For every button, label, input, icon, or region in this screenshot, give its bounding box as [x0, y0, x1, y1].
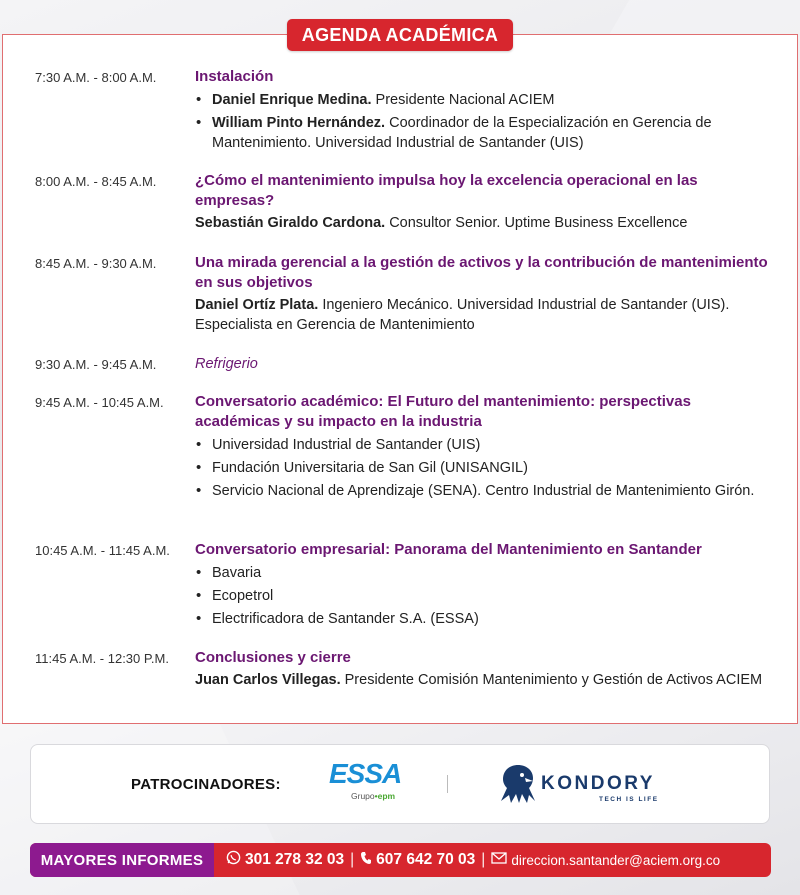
agenda-bullet: • William Pinto Hernández. Coordinador de la Especialización en Gerencia de Mantenimiento. Universidad Industrial de Santander (UIS) [195, 113, 775, 153]
agenda-heading: ¿Cómo el mantenimiento impulsa hoy la excelencia operacional en las empresas? [195, 172, 698, 209]
email-icon [491, 851, 507, 869]
agenda-speaker: Sebastián Giraldo Cardona. Consultor Senior. Uptime Business Excellence [195, 215, 688, 231]
agenda-bullet: • Universidad Industrial de Santander (UIS) [195, 435, 775, 455]
sponsors-label: PATROCINADORES: [131, 776, 281, 793]
agenda-heading: Refrigerio [195, 356, 258, 372]
more-info-label: MAYORES INFORMES [30, 843, 214, 877]
sponsor-divider [447, 775, 448, 793]
agenda-bullet: • Bavaria [195, 563, 775, 583]
agenda-card [2, 34, 798, 724]
agenda-heading: Conclusiones y cierre [195, 649, 351, 666]
condor-icon [495, 761, 541, 807]
phone-icon [360, 851, 372, 870]
agenda-time: 10:45 A.M. - 11:45 A.M. [35, 543, 170, 558]
agenda-bullet: • Ecopetrol [195, 586, 775, 606]
whatsapp-number[interactable]: 301 278 32 03 [245, 851, 345, 868]
agenda-heading: Una mirada gerencial a la gestión de activos y la contribución de mantenimiento en sus objetivos [195, 254, 768, 291]
agenda-heading: Conversatorio académico: El Futuro del mantenimiento: perspectivas académicas y su impacto en la industria [195, 393, 691, 430]
agenda-time: 8:45 A.M. - 9:30 A.M. [35, 256, 157, 271]
agenda-bullet: • Servicio Nacional de Aprendizaje (SENA). Centro Industrial de Mantenimiento Girón. [195, 481, 775, 501]
contact-footer [30, 843, 771, 877]
page-title: AGENDA ACADÉMICA [287, 19, 513, 51]
agenda-time: 9:30 A.M. - 9:45 A.M. [35, 357, 157, 372]
contact-info: 301 278 32 03 | 607 642 70 03 | direccion.santander@aciem.org.co [226, 843, 720, 877]
agenda-heading: Instalación [195, 68, 274, 85]
phone-number[interactable]: 607 642 70 03 [376, 851, 476, 868]
kondory-tagline: TECH IS LIFE [599, 796, 659, 803]
agenda-time: 9:45 A.M. - 10:45 A.M. [35, 395, 164, 410]
agenda-time: 8:00 A.M. - 8:45 A.M. [35, 174, 157, 189]
whatsapp-icon [226, 850, 241, 870]
kondory-logo-text: KONDORY [541, 773, 655, 794]
agenda-bullet: • Electrificadora de Santander S.A. (ESSA) [195, 609, 775, 629]
agenda-speaker: Juan Carlos Villegas. Presidente Comisión Mantenimiento y Gestión de Activos ACIEM [195, 672, 763, 688]
agenda-bullet: • Daniel Enrique Medina. Presidente Nacional ACIEM [195, 90, 775, 110]
kondory-logo [495, 757, 675, 809]
agenda-heading: Conversatorio empresarial: Panorama del Mantenimiento en Santander [195, 541, 702, 558]
essa-logo-text: ESSA [329, 758, 402, 789]
email-link[interactable]: direccion.santander@aciem.org.co [511, 852, 721, 868]
sponsors-box [30, 744, 770, 824]
essa-logo [329, 759, 403, 803]
agenda-speaker: Daniel Ortíz Plata. Ingeniero Mecánico. Universidad Industrial de Santander (UIS). Especialista en Gerencia de Mantenimiento [195, 297, 730, 333]
agenda-time: 11:45 A.M. - 12:30 P.M. [35, 651, 169, 666]
agenda-bullet: • Fundación Universitaria de San Gil (UNISANGIL) [195, 458, 775, 478]
essa-group-text: Grupo•epm [351, 791, 396, 801]
agenda-time: 7:30 A.M. - 8:00 A.M. [35, 70, 157, 85]
